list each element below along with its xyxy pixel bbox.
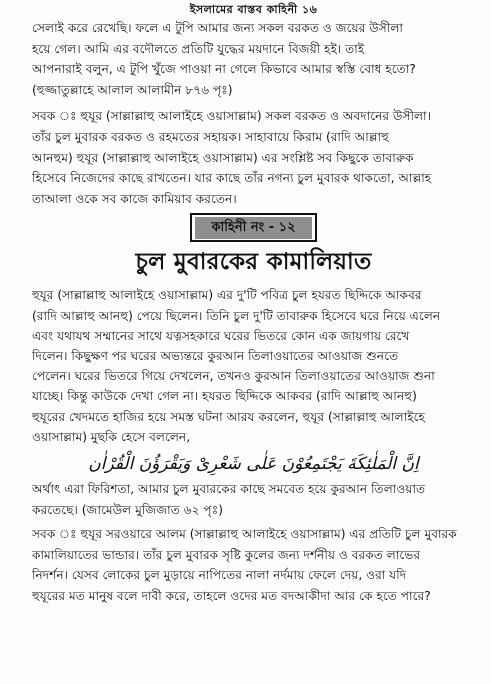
text-line: হয়ে গেল। আমি এর বদৌলতে প্রতিটি যুদ্ধের ময়দানে বিজয়ী হই। তাই xyxy=(32,41,365,56)
story-number-label: কাহিনী নং - ১২ xyxy=(195,217,311,239)
text-line: সেলাই করে রেখেছি। ফলে এ টুপি আমার জন্য সকল বরকত ও জয়ের উসীলা xyxy=(32,21,403,35)
text-line: (রাদি আল্লাহু আনহু) পেয়ে ছিলেন। তিনি চুল দু'টি তাবারুক হিসেবে ঘরে নিয়ে এলেন xyxy=(32,308,441,323)
arabic-quote: اِنَّ الْمَلٰئِكَةَ يَجْتَمِعُوْنَ عَلٰى شَعْرِىْ وَيَقْرَؤُنَ الْقُرْاٰن xyxy=(88,453,419,474)
text-line: কামালিয়াতের ভান্ডার। তাঁর চুল মুবারক সৃষ্টি কুলের জন্য দর্শনীয় ও বরকত লাভের xyxy=(32,547,421,562)
text-line: আপনারাই বলুন, এ টুপি খুঁজে পাওয়া না গেলে কিভাবে আমার স্বস্তি বোধ হতো? xyxy=(32,62,416,77)
text-line: সবক ঃ হুযূর (সাল্লাল্লাহু আলাইহে ওয়াসাল্লাম) সকল বরকত ও অবদানের উসীলা। xyxy=(32,109,431,124)
text-line: হুযূর (সাল্লাল্লাহু আলাইহে ওয়াসাল্লাম) এর দু'টি পবিত্র চুল হযরত ছিদ্দিকে আকবর xyxy=(32,288,422,303)
text-line: হুযূরের মত মানুষ বলে দাবী করে, তাহলে ওদের মত বদআকীদা আর কে হতে পারে? xyxy=(32,588,431,603)
text-line: হিসেবে নিজেদের কাছে রাখতেন। যার কাছে তাঁর নগন্য চুল মুবারক থাকতো, আল্লাহ xyxy=(32,171,432,186)
text-line: তাআলা ওকে সব কাজে কামিয়াব করতেন। xyxy=(32,191,237,206)
citation-line: (হুজ্জাতুল্লাহে আলাল আলামীন ৮৭৬ পৃঃ) xyxy=(32,82,233,97)
lesson-paragraph-2 xyxy=(32,524,475,606)
text-line: হুযূরের খেদমতে হাজির হয়ে সমস্ত ঘটনা আরয করলেন, হুযূর (সাল্লাল্লাহু আলাইহে xyxy=(32,409,425,424)
lesson-paragraph-1 xyxy=(32,106,475,209)
citation-line: করতেছে। (জামেউল মুজিজাত ৬২ পৃঃ) xyxy=(32,502,223,517)
text-line: দিলেন। কিছুক্ষণ পর ঘরের অভ্যন্তরে কুরআন তিলাওয়াতের আওয়াজ শুনতে xyxy=(32,348,399,363)
text-line: পেলেন। ঘরের ভিতরে গিয়ে দেখলেন, তখনও কুরআন তিলাওয়াতের আওয়াজ শুনা xyxy=(32,369,435,384)
text-line: অর্থাৎ এরা ফিরিশতা, আমার চুল মুবারকের কাছে সমবেত হয়ে কুরআন তিলাওয়াত xyxy=(32,481,426,496)
text-line: সবক ঃ হুযূর সরওয়ারে আলম (সাল্লাল্লাহু আলাইহে ওয়াসাল্লাম) এর প্রতিটি চুল মুবারক xyxy=(32,527,457,542)
intro-paragraph xyxy=(32,18,475,100)
text-line: ওয়াসাল্লাম) মুছকি হেসে বললেন, xyxy=(32,429,191,444)
text-line: আনহুম) হুযূর (সাল্লাল্লাহু আলাইহে ওয়াসাল্লাম) এর সংশ্লিষ্ট সব কিছুকে তাবারুক xyxy=(32,150,414,165)
text-line: তাঁর চুল মুবারক বরকত ও রহমতের সহায়ক। সাহাবায়ে কিরাম (রাদি আল্লাহু xyxy=(32,129,389,144)
story-number-box xyxy=(32,213,475,243)
running-head: ইসলামের বাস্তব কাহিনী ১৬ xyxy=(189,3,318,16)
chapter-title: চুল মুবারকের কামালিয়াত xyxy=(135,249,372,276)
text-line: যাচ্ছে। কিন্তু কাউকে দেখা গেল না। হযরত ছিদ্দিকে আকবর (রাদি আল্লাহু আনহু) xyxy=(32,389,417,404)
text-line: এবং যথাযথ সম্মানের সাথে যত্নসহকারে ঘরের ভিতরে কোন এক জায়গায় রেখে xyxy=(32,328,410,343)
translation-paragraph xyxy=(32,479,475,520)
story-paragraph xyxy=(32,285,475,447)
text-line: নিদর্শন। যেসব লোকের চুল মুড়ায়ে নাপিতের নালা নর্দমায় ফেলে দেয়, ওরা যদি xyxy=(32,568,407,583)
